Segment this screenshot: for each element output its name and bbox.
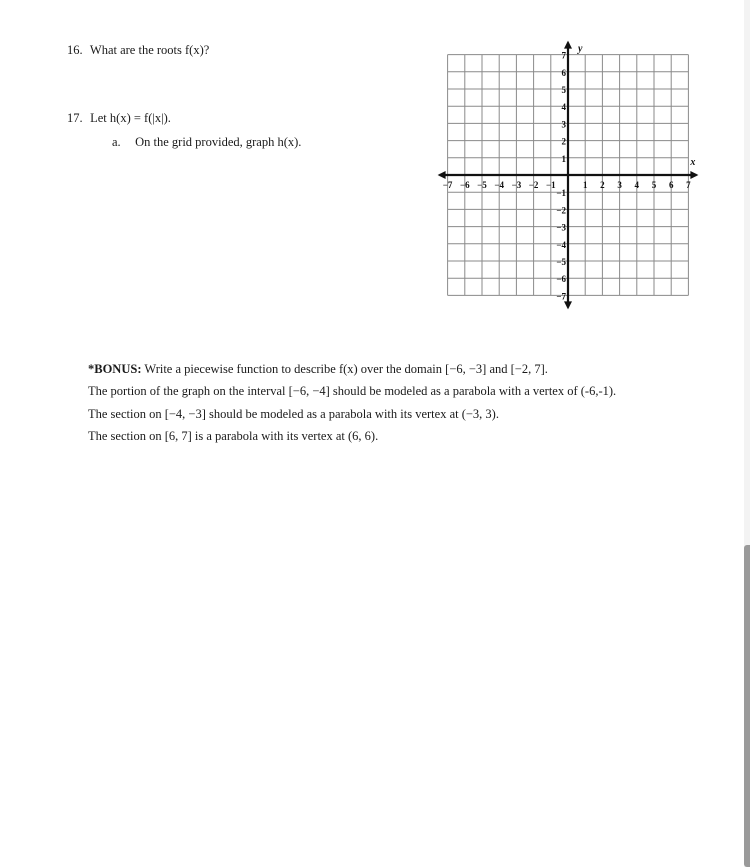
x-tick-label: −3 — [511, 180, 522, 190]
x-axis-label: x — [690, 157, 696, 168]
y-tick-label: 1 — [561, 153, 566, 164]
bonus-label: *BONUS: — [88, 362, 142, 376]
y-axis-arrow-down — [564, 301, 572, 309]
x-tick-label: 7 — [686, 180, 691, 190]
bonus-line-1 — [88, 361, 548, 377]
y-tick-label: 5 — [561, 85, 566, 95]
x-tick-label: 6 — [668, 180, 674, 190]
bonus-line-3: The section on [−4, −3] should be modeled as a parabola with its vertex at (−3, 3). — [88, 407, 499, 421]
y-axis-label: y — [578, 43, 583, 55]
x-tick-label: −7 — [442, 180, 453, 190]
x-axis-arrow-right — [690, 171, 698, 179]
x-tick-label: 2 — [600, 180, 605, 190]
question-17 — [67, 110, 171, 126]
y-tick-label: −6 — [556, 274, 566, 285]
y-tick-label: −1 — [556, 188, 566, 199]
x-tick-label: 4 — [634, 180, 640, 190]
scrollbar[interactable] — [744, 545, 750, 867]
bonus-line-2: The portion of the graph on the interval [−6, −4] should be modeled as a parabola with a vertex of (-6,-1). — [88, 384, 617, 398]
x-tick-label: −5 — [477, 180, 487, 190]
x-tick-label: 1 — [582, 180, 588, 190]
y-tick-label: −5 — [556, 257, 566, 267]
y-tick-label: −4 — [556, 239, 566, 250]
y-tick-label: −3 — [556, 222, 566, 233]
coordinate-grid-svg — [425, 35, 710, 320]
y-tick-label: 4 — [561, 102, 566, 113]
y-tick-label: 3 — [561, 119, 566, 130]
y-axis-arrow-up — [564, 41, 572, 49]
question-16-text: What are the roots f(x)? — [89, 43, 210, 57]
question-17-text: Let h(x) = f(|x|). — [90, 111, 171, 125]
y-tick-label: 2 — [561, 136, 566, 147]
bonus-line-4: The section on [6, 7] is a parabola with its vertex at (6, 6). — [88, 429, 379, 443]
y-tick-label: 6 — [561, 67, 566, 78]
y-tick-label: −7 — [556, 291, 566, 302]
x-tick-label: −6 — [459, 180, 470, 190]
bonus-text-1: Write a piecewise function to describe f(x) over the domain [−6, −3] and [−2, 7]. — [144, 362, 548, 376]
x-tick-label: −2 — [528, 180, 539, 190]
x-tick-label: −4 — [494, 180, 505, 190]
y-tick-label: 7 — [561, 50, 566, 61]
question-17-part-a — [112, 134, 301, 150]
question-17-part-a-text: On the grid provided, graph h(x). — [135, 135, 302, 149]
question-17-number: 17. — [67, 111, 83, 125]
coordinate-grid — [425, 35, 710, 320]
x-tick-label: 3 — [617, 180, 622, 190]
x-tick-label: 5 — [651, 180, 657, 190]
x-tick-label: −1 — [545, 180, 556, 190]
question-17-part-a-letter: a. — [112, 135, 121, 149]
question-16-number: 16. — [67, 43, 83, 57]
y-tick-label: −2 — [556, 205, 566, 216]
question-16 — [67, 42, 209, 58]
x-axis-arrow-left — [438, 171, 446, 179]
